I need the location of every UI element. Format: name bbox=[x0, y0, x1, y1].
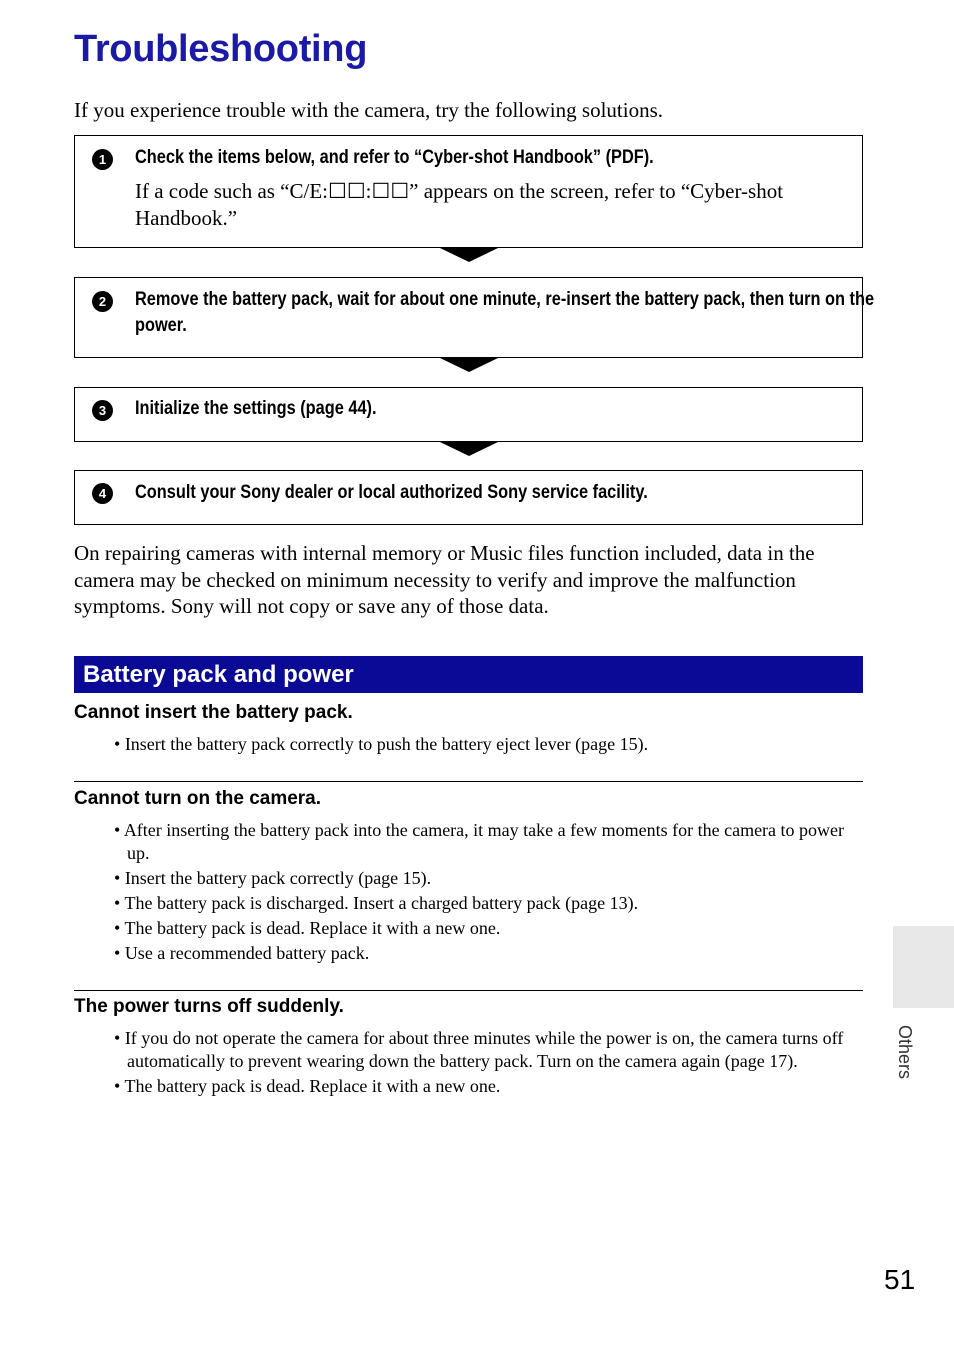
list-item: • Insert the battery pack correctly (page 15). bbox=[114, 868, 432, 888]
step-box-4 bbox=[74, 470, 863, 525]
down-arrow-icon bbox=[440, 442, 498, 456]
side-tab-label: Others bbox=[895, 1025, 915, 1080]
step-heading-4: Consult your Sony dealer or local authorized Sony service facility. bbox=[135, 482, 648, 503]
step-box-2 bbox=[74, 277, 875, 358]
section-header: Battery pack and power bbox=[74, 656, 863, 693]
list-item: • Use a recommended battery pack. bbox=[114, 943, 370, 963]
step-number-4: 4 bbox=[92, 483, 113, 504]
issue-heading: The power turns off suddenly. bbox=[74, 996, 344, 1017]
down-arrow-icon bbox=[440, 248, 498, 262]
page-title: Troubleshooting bbox=[74, 28, 368, 70]
issue-bullets bbox=[114, 1027, 864, 1100]
repair-note: On repairing cameras with internal memory or Music files function included, data in the camera may be checked on minimum necessity to verify and improve the malfunction symptoms. Sony will not copy or save any of those data. bbox=[74, 541, 815, 618]
issue-heading: Cannot turn on the camera. bbox=[74, 788, 322, 809]
divider bbox=[74, 990, 863, 991]
step-detail-1: If a code such as “C/E:☐☐:☐☐” appears on the screen, refer to “Cyber-shot Handbook.” bbox=[135, 179, 784, 230]
down-arrow-icon bbox=[440, 358, 498, 372]
issue-bullets bbox=[114, 733, 864, 758]
issue-bullets bbox=[114, 819, 864, 967]
step-number-3: 3 bbox=[92, 400, 113, 421]
step-heading-1: Check the items below, and refer to “Cyber-shot Handbook” (PDF). bbox=[135, 147, 654, 168]
list-item: • If you do not operate the camera for about three minutes while the power is on, the camera turns off automatically to prevent wearing down the battery pack. Turn on the camera again (page 17). bbox=[114, 1028, 844, 1071]
list-item: • The battery pack is dead. Replace it with a new one. bbox=[114, 918, 501, 938]
list-item: • Insert the battery pack correctly to push the battery eject lever (page 15). bbox=[114, 734, 649, 754]
step-box-3 bbox=[74, 387, 863, 442]
issue-heading: Cannot insert the battery pack. bbox=[74, 702, 353, 723]
step-heading-2: Remove the battery pack, wait for about one minute, re-insert the battery pack, then turn on the power. bbox=[135, 289, 875, 336]
step-box-1 bbox=[74, 135, 863, 248]
page-number: 51 bbox=[884, 1264, 916, 1295]
list-item: • After inserting the battery pack into the camera, it may take a few moments for the camera to power up. bbox=[114, 820, 845, 863]
intro-text: If you experience trouble with the camera, try the following solutions. bbox=[74, 98, 663, 122]
side-tab[interactable] bbox=[893, 926, 954, 1008]
step-heading-3: Initialize the settings (page 44). bbox=[135, 398, 377, 419]
divider bbox=[74, 781, 863, 782]
list-item: • The battery pack is dead. Replace it with a new one. bbox=[114, 1076, 501, 1096]
list-item: • The battery pack is discharged. Insert a charged battery pack (page 13). bbox=[114, 893, 639, 913]
step-number-1: 1 bbox=[92, 149, 113, 170]
step-number-2: 2 bbox=[92, 291, 113, 312]
